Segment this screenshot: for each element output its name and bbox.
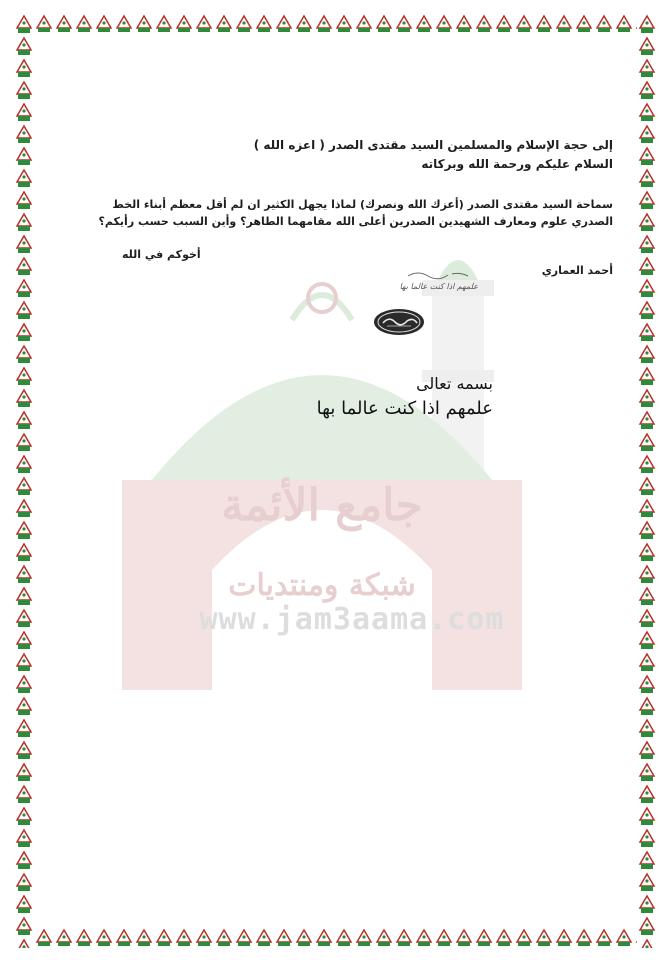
letter-signer: أحمد العماري bbox=[541, 264, 613, 277]
letter-body: سماحة السيد مقتدى الصدر (أعزك الله ونصرك) لماذا يجهل الكثير ان لم أقل معظم أبناء الخط الصدري علوم ومعارف الشهيدين الصدرين أعلى الله مقامهما الطاهر؟ وأين السبب حسب رأيكم؟ bbox=[98, 198, 613, 228]
letter-closing: أخوكم في الله bbox=[122, 248, 201, 261]
watermark-url: www.jam3aama.com bbox=[199, 602, 505, 637]
handwritten-note bbox=[378, 270, 478, 294]
decorative-border-left bbox=[14, 14, 34, 948]
seal-stamp bbox=[373, 308, 425, 336]
reply-answer: علمهم اذا كنت عالما بها bbox=[316, 398, 493, 419]
watermark-logo bbox=[92, 250, 552, 720]
watermark-name: جامع الأئمة bbox=[221, 480, 423, 531]
letter-greeting: السلام عليكم ورحمة الله وبركاته bbox=[421, 157, 613, 171]
reply-basmala: بسمه تعالى bbox=[416, 374, 493, 393]
decorative-border-top bbox=[14, 14, 657, 34]
decorative-border-right bbox=[637, 14, 657, 948]
handwritten-note-text: علمهم اذا كنت عالما بها bbox=[399, 282, 478, 291]
letter-recipient: إلى حجة الإسلام والمسلمين السيد مقتدى الصدر ( اعزه الله ) bbox=[253, 138, 613, 152]
decorative-border-bottom bbox=[14, 928, 657, 948]
watermark-slogan: شبكة ومنتديات bbox=[228, 568, 416, 603]
